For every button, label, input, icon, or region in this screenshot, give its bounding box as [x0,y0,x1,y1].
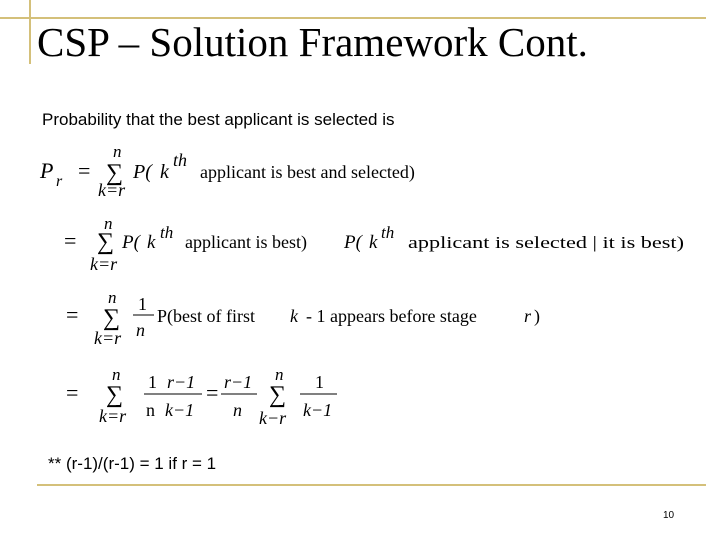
eq1-equals: = [78,158,91,183]
eq2-sup1: th [160,223,174,242]
eq4-f2-num: r−1 [224,372,253,392]
equation-1 [39,142,415,200]
eq3-sum-sign: ∑ [103,305,121,331]
eq3-frac-den: n [136,320,145,340]
bottom-rule [37,484,706,486]
equation-4 [66,365,337,428]
eq3-r: r [524,306,532,326]
eq4-sum1-lower: k=r [99,406,127,426]
eq3-text-a: P(best of first [157,306,255,326]
equation-2 [64,214,684,274]
eq1-text: applicant is best and selected) [200,162,415,182]
eq4-sum1-sign: ∑ [106,382,124,408]
eq4-equals-2: = [206,380,219,405]
equation-3 [66,288,540,348]
eq2-k2: k [369,232,378,253]
footnote: ** (r-1)/(r-1) = 1 if r = 1 [48,454,217,473]
eq3-sum-upper: n [108,288,117,307]
intro-text: Probability that the best applicant is selected is [42,110,395,129]
eq4-f3-den: k−1 [303,400,333,420]
eq4-sum1-upper: n [112,365,121,384]
eq2-sup2: th [381,223,395,242]
eq4-sum2-lower: k−r [259,408,287,428]
eq1-p-open: P( [133,161,152,183]
eq4-sum2-upper: n [275,365,284,384]
eq3-text-b: - 1 appears before stage [306,306,477,326]
eq3-sum-lower: k=r [94,328,122,348]
eq4-f1-den-a: n [146,400,155,420]
eq2-k1: k [147,232,156,253]
eq2-sum-lower: k=r [90,254,118,274]
eq2-p2-open: P( [344,232,362,253]
eq3-close: ) [534,306,540,326]
eq1-k: k [160,161,169,183]
eq1-sum-lower: k=r [98,180,126,200]
eq2-sum-upper: n [104,214,113,233]
eq2-text2: applicant is selected | it is best) [408,233,684,252]
eq1-sup: th [173,150,188,170]
eq4-f2-den: n [233,400,242,420]
eq2-equals: = [64,228,77,253]
eq1-lhs-p: P [40,158,54,183]
eq2-sum-sign: ∑ [97,229,115,255]
eq4-f3-num: 1 [315,372,324,392]
page-number: 10 [663,510,675,521]
slide-title: CSP – Solution Framework Cont. [37,19,588,65]
eq4-f1-num-a: 1 [148,372,157,392]
eq1-lhs-sub: r [56,173,63,190]
eq4-f1-den-b: k−1 [165,400,195,420]
eq3-k: k [290,306,298,326]
eq4-equals-1: = [66,380,79,405]
eq3-equals: = [66,302,79,327]
eq3-frac-num: 1 [138,294,147,314]
eq4-f1-num-b: r−1 [167,372,196,392]
eq2-p1-open: P( [122,232,140,253]
eq1-sum-sign: ∑ [106,160,124,186]
eq4-sum2-sign: ∑ [269,382,287,408]
eq2-text1: applicant is best) [185,232,307,252]
eq1-sum-upper: n [113,142,122,161]
